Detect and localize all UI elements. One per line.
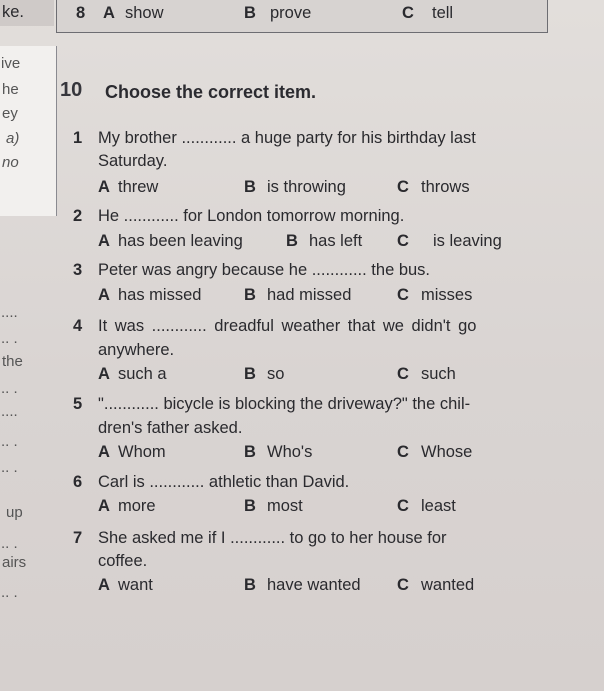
item-text: "............ bicycle is blocking the driveway?" the chil- — [98, 395, 471, 413]
option-text: has left — [309, 232, 363, 250]
gutter-text: .. . — [1, 459, 18, 476]
item-text: My brother ............ a huge party for his birthday last — [98, 129, 476, 147]
option-text: misses — [421, 286, 473, 304]
option-text: such a — [118, 365, 167, 383]
option-letter: B — [244, 286, 256, 304]
item-number: 6 — [73, 473, 83, 491]
option-letter: B — [244, 365, 256, 383]
item-number: 7 — [73, 529, 83, 547]
option-letter: C — [397, 232, 409, 250]
prev-option-text-c: tell — [432, 4, 454, 22]
gutter-text: the — [2, 353, 23, 370]
option-text: such — [421, 365, 456, 383]
item-text: dren's father asked. — [98, 419, 243, 437]
option-letter: B — [244, 497, 256, 515]
gutter-text: a) — [6, 130, 20, 147]
gutter-text: ey — [2, 105, 18, 122]
item-number: 2 — [73, 207, 83, 225]
gutter-text: ive — [1, 55, 21, 72]
option-letter: B — [244, 443, 256, 461]
option-text: Whose — [421, 443, 473, 461]
option-text: most — [267, 497, 303, 515]
option-letter: B — [244, 576, 256, 594]
option-letter: B — [286, 232, 298, 250]
prev-option-letter-a: A — [103, 4, 115, 22]
gutter-text: no — [2, 154, 19, 171]
item-text: anywhere. — [98, 341, 175, 359]
option-letter: A — [98, 576, 110, 594]
option-letter: C — [397, 443, 409, 461]
option-letter: A — [98, 286, 110, 304]
option-text: Who's — [267, 443, 313, 461]
option-text: is throwing — [267, 178, 346, 196]
option-letter: C — [397, 286, 409, 304]
option-text: want — [118, 576, 153, 594]
option-text: more — [118, 497, 156, 515]
option-letter: B — [244, 178, 256, 196]
option-letter: A — [98, 443, 110, 461]
exercise-title: Choose the correct item. — [105, 82, 317, 102]
exercise-number: 10 — [60, 79, 83, 101]
option-text: has missed — [118, 286, 202, 304]
item-text: coffee. — [98, 552, 148, 570]
option-text: wanted — [421, 576, 475, 594]
top-left-fragment: ke. — [2, 3, 25, 21]
prev-option-text-b: prove — [270, 4, 312, 22]
option-text: Whom — [118, 443, 166, 461]
gutter-text: up — [6, 504, 23, 521]
gutter-text: .. . — [1, 433, 18, 450]
gutter-text: .... — [1, 403, 18, 420]
item-text: Saturday. — [98, 152, 168, 170]
option-text: has been leaving — [118, 232, 243, 250]
option-letter: C — [397, 497, 409, 515]
option-text: is leaving — [433, 232, 502, 250]
option-letter: A — [98, 365, 110, 383]
gutter-text: .. . — [1, 584, 18, 601]
item-text: Peter was angry because he ............ the bus. — [98, 261, 431, 279]
item-number: 1 — [73, 129, 83, 147]
option-letter: A — [98, 178, 110, 196]
option-letter: C — [397, 576, 409, 594]
option-letter: C — [397, 365, 409, 383]
option-text: so — [267, 365, 285, 383]
option-text: have wanted — [267, 576, 361, 594]
gutter-text: .. . — [1, 535, 18, 552]
item-number: 4 — [73, 317, 83, 335]
prev-option-letter-b: B — [244, 4, 256, 22]
option-letter: A — [98, 497, 110, 515]
item-text: It was ............ dreadful weather that we didn't go — [98, 317, 477, 335]
option-letter: C — [397, 178, 409, 196]
gutter-text: .... — [1, 304, 18, 321]
item-text: She asked me if I ............ to go to her house for — [98, 529, 447, 547]
option-text: least — [421, 497, 456, 515]
item-text: Carl is ............ athletic than David. — [98, 473, 350, 491]
option-text: throws — [421, 178, 470, 196]
gutter-text: .. . — [1, 330, 18, 347]
prev-option-letter-c: C — [402, 4, 414, 22]
item-number: 5 — [73, 395, 83, 413]
prev-item-number: 8 — [76, 4, 86, 22]
option-text: had missed — [267, 286, 352, 304]
gutter-text: he — [2, 81, 19, 98]
prev-option-text-a: show — [125, 4, 164, 22]
gutter-text: .. . — [1, 380, 18, 397]
item-text: He ............ for London tomorrow morning. — [98, 207, 405, 225]
gutter-text: airs — [2, 554, 27, 571]
item-number: 3 — [73, 261, 83, 279]
option-text: threw — [118, 178, 159, 196]
option-letter: A — [98, 232, 110, 250]
